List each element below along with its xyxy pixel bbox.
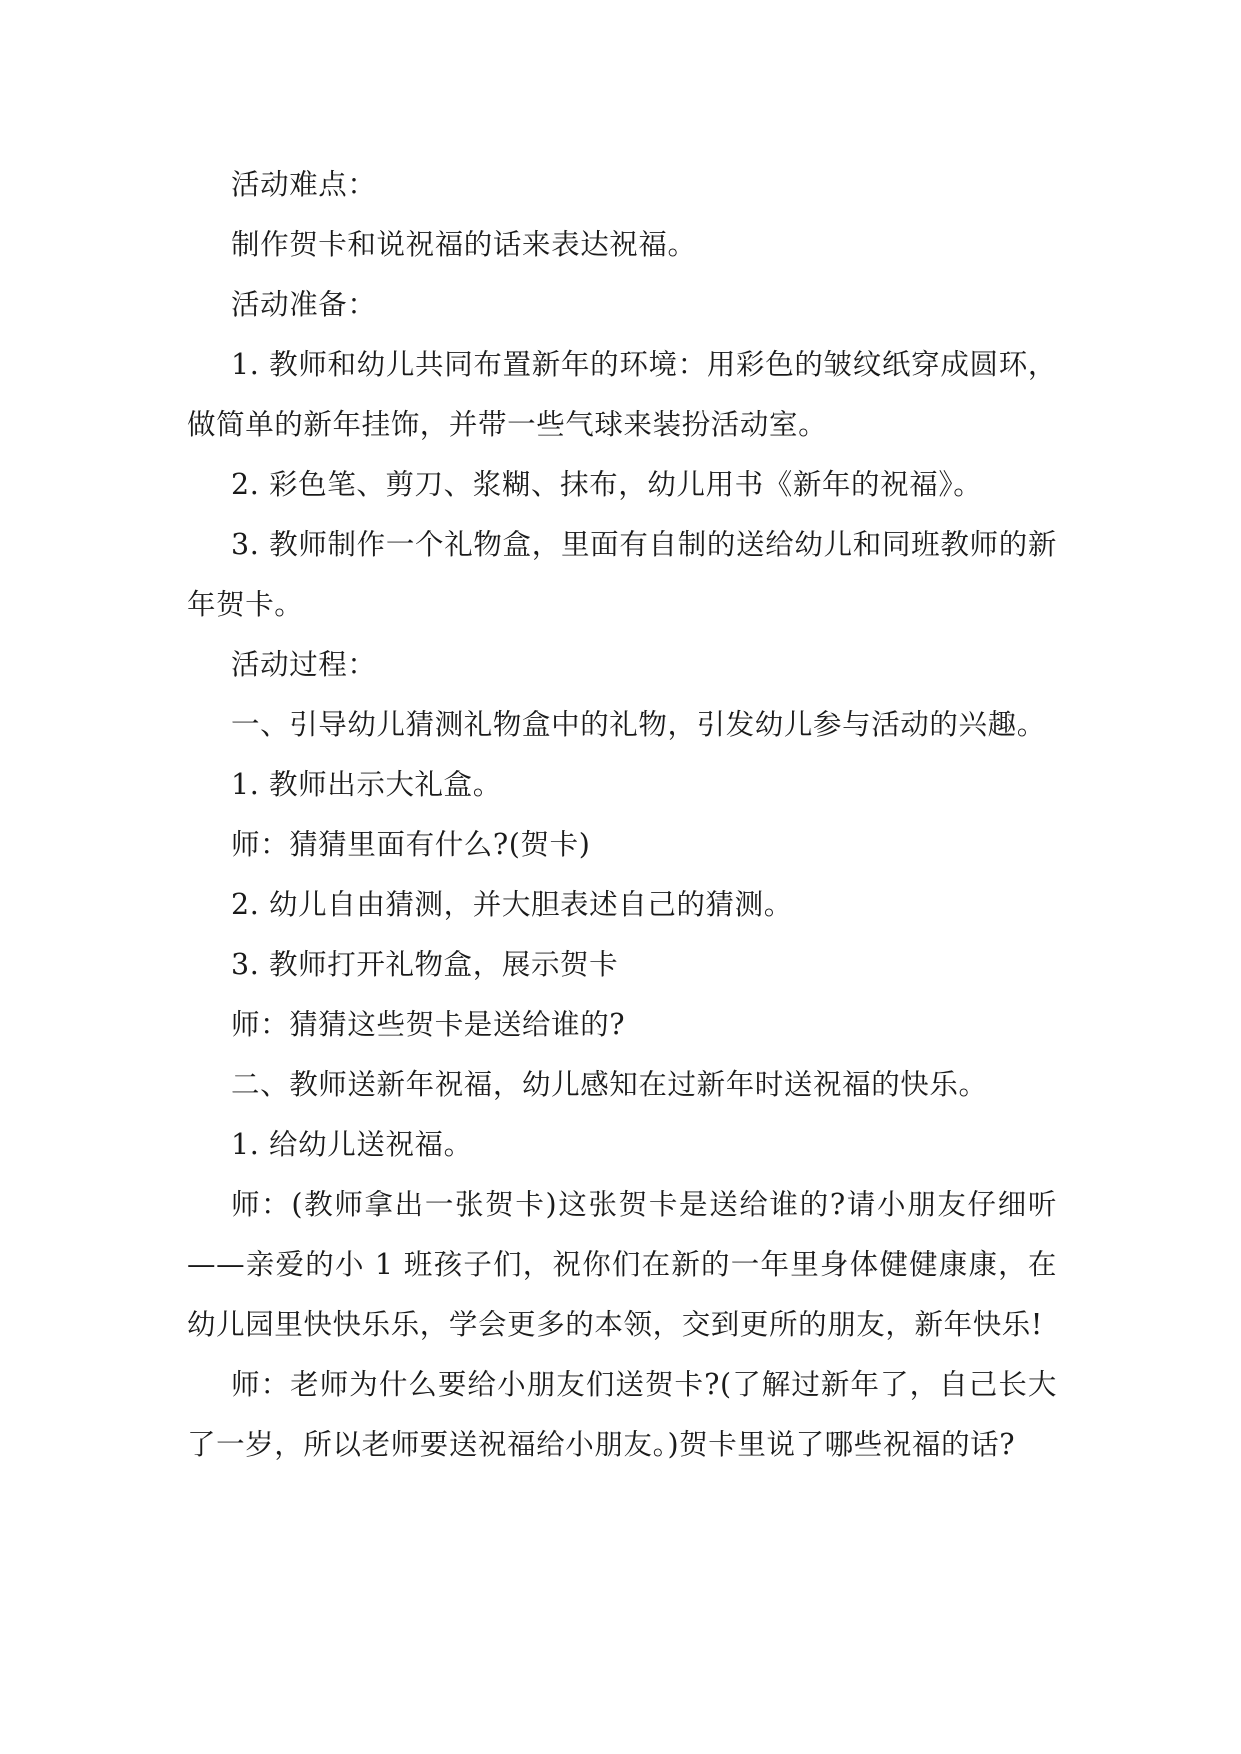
dialogue-line: 师：老师为什么要给小朋友们送贺卡?(了解过新年了，自己长大了一岁，所以老师要送祝福给小朋友。)贺卡里说了哪些祝福的话? <box>187 1368 1057 1461</box>
dialogue-line: 师：猜猜这些贺卡是送给谁的? <box>231 1008 626 1041</box>
list-item: 3. 教师打开礼物盒，展示贺卡 <box>231 948 619 981</box>
document-body <box>187 155 1057 1475</box>
list-item: 2. 幼儿自由猜测，并大胆表述自己的猜测。 <box>231 888 793 921</box>
list-item: 1. 教师和幼儿共同布置新年的环境：用彩色的皱纹纸穿成圆环，做简单的新年挂饰，并带一些气球来装扮活动室。 <box>187 348 1057 441</box>
section-heading: 二、教师送新年祝福，幼儿感知在过新年时送祝福的快乐。 <box>231 1068 988 1101</box>
list-item: 1. 给幼儿送祝福。 <box>231 1128 473 1161</box>
heading-preparation: 活动准备： <box>231 288 377 321</box>
dialogue-line: 师：(教师拿出一张贺卡)这张贺卡是送给谁的?请小朋友仔细听——亲爱的小 1 班孩子们，祝你们在新的一年里身体健健康康，在幼儿园里快快乐乐，学会更多的本领，交到更所的朋友，新年快乐! <box>187 1188 1057 1341</box>
list-item: 1. 教师出示大礼盒。 <box>231 768 502 801</box>
paragraph: 制作贺卡和说祝福的话来表达祝福。 <box>231 228 697 261</box>
heading-process: 活动过程： <box>231 648 377 681</box>
heading-difficulty: 活动难点： <box>231 168 377 201</box>
list-item: 3. 教师制作一个礼物盒，里面有自制的送给幼儿和同班教师的新年贺卡。 <box>187 528 1057 621</box>
section-heading: 一、引导幼儿猜测礼物盒中的礼物，引发幼儿参与活动的兴趣。 <box>231 708 1046 741</box>
list-item: 2. 彩色笔、剪刀、浆糊、抹布，幼儿用书《新年的祝福》。 <box>231 468 983 501</box>
dialogue-line: 师：猜猜里面有什么?(贺卡) <box>231 828 591 861</box>
